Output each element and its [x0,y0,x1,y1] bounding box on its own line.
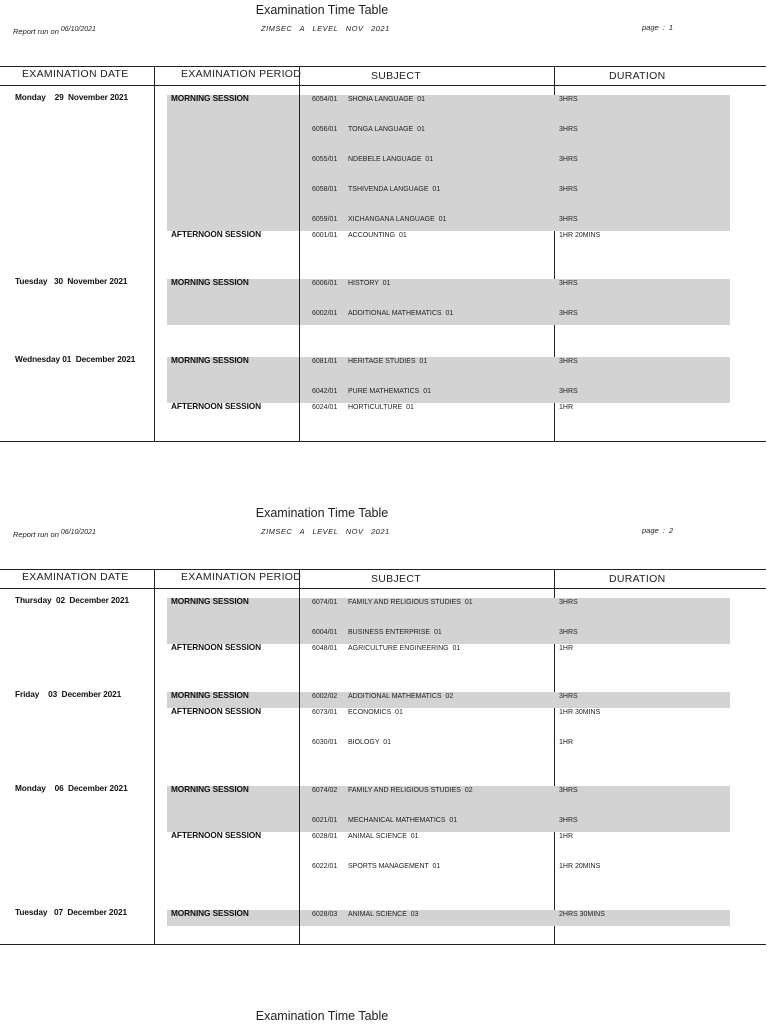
subject-code: 6056/01 [312,126,338,133]
table-bottom-rule [0,441,766,442]
subject-duration: 3HRS [559,599,578,606]
header-bottom-rule [0,85,766,86]
subject-entry [312,629,442,636]
subject-name: FAMILY AND RELIGIOUS STUDIES 02 [348,787,473,794]
table-top-rule [0,66,766,67]
subject-code: 6054/01 [312,96,338,103]
subject-name: XICHANGANA LANGUAGE 01 [348,216,447,223]
subject-duration: 3HRS [559,693,578,700]
header-duration: DURATION [609,573,666,585]
exam-level: ZIMSEC A LEVEL NOV 2021 [261,527,390,536]
subject-entry [312,645,460,652]
subject-duration: 1HR [559,404,574,411]
report-run-on [13,27,96,36]
subject-duration: 3HRS [559,817,578,824]
header-bottom-rule [0,588,766,589]
subject-name: SPORTS MANAGEMENT 01 [348,863,441,870]
session-name: AFTERNOON SESSION [171,229,262,239]
exam-date: Monday 06 December 2021 [15,783,128,793]
session-name: MORNING SESSION [171,908,249,918]
subject-name: MECHANICAL MATHEMATICS 01 [348,817,458,824]
subject-code: 6004/01 [312,629,338,636]
header-examination-date: EXAMINATION DATE [22,571,129,583]
subject-code: 6001/01 [312,232,338,239]
subject-name: ECONOMICS 01 [348,709,403,716]
subject-entry [312,310,453,317]
subject-duration: 3HRS [559,96,578,103]
exam-date: Monday 29 November 2021 [15,92,129,102]
subject-code: 6022/01 [312,863,338,870]
subject-duration: 3HRS [559,310,578,317]
session-name: MORNING SESSION [171,596,249,606]
subject-entry [312,693,453,700]
subject-name: AGRICULTURE ENGINEERING 01 [348,645,461,652]
subject-entry [312,96,425,103]
subject-name: BIOLOGY 01 [348,739,392,746]
subject-entry [312,863,440,870]
subject-name: BUSINESS ENTERPRISE 01 [348,629,442,636]
subject-entry [312,739,391,746]
page-number: page : 2 [642,526,674,535]
session-shading [167,95,299,231]
subject-entry [312,599,473,606]
column-divider [154,66,155,441]
session-name: AFTERNOON SESSION [171,642,262,652]
subject-code: 6081/01 [312,358,338,365]
timetable-page [0,1006,768,1024]
report-run-label: Report run on [13,27,59,36]
column-divider [154,569,155,944]
subject-code: 6058/01 [312,186,338,193]
session-name: MORNING SESSION [171,277,249,287]
subject-code: 6074/02 [312,787,338,794]
subject-name: HORTICULTURE 01 [348,404,414,411]
exam-level: ZIMSEC A LEVEL NOV 2021 [261,24,390,33]
subject-code: 6073/01 [312,709,338,716]
subject-code: 6002/01 [312,310,338,317]
subject-entry [312,216,446,223]
subject-duration: 3HRS [559,787,578,794]
subject-entry [312,833,419,840]
subject-duration: 3HRS [559,156,578,163]
subject-duration: 1HR 20MINS [559,863,601,870]
session-name: MORNING SESSION [171,355,249,365]
subject-entry [312,817,457,824]
subject-code: 6028/03 [312,911,338,918]
subject-name: HISTORY 01 [348,280,391,287]
subject-entry [312,404,414,411]
subject-duration: 3HRS [559,280,578,287]
subject-code: 6042/01 [312,388,338,395]
subject-entry [312,787,473,794]
subject-name: TONGA LANGUAGE 01 [348,126,425,133]
header-subject: SUBJECT [371,573,421,585]
report-run-on [13,530,96,539]
subject-duration: 3HRS [559,216,578,223]
subject-name: ACCOUNTING 01 [348,232,407,239]
subject-code: 6002/02 [312,693,338,700]
session-name: MORNING SESSION [171,784,249,794]
subject-entry [312,186,440,193]
subject-entry [312,911,419,918]
exam-date: Wednesday 01 December 2021 [15,354,136,364]
subject-duration: 3HRS [559,186,578,193]
page-title: Examination Time Table [255,3,389,17]
subject-name: SHONA LANGUAGE 01 [348,96,426,103]
subject-entry [312,709,403,716]
subject-code: 6048/01 [312,645,338,652]
subject-code: 6074/01 [312,599,338,606]
subject-duration: 1HR 30MINS [559,709,601,716]
subject-duration: 1HR [559,739,574,746]
subject-name: PURE MATHEMATICS 01 [348,388,431,395]
subject-name: ADDITIONAL MATHEMATICS 01 [348,310,454,317]
subject-duration: 3HRS [559,358,578,365]
subject-code: 6021/01 [312,817,338,824]
exam-date: Tuesday 30 November 2021 [15,276,128,286]
session-name: AFTERNOON SESSION [171,401,262,411]
report-run-date: 06/10/2021 [60,26,96,33]
subject-duration: 1HR [559,833,574,840]
subject-code: 6006/01 [312,280,338,287]
subject-code: 6024/01 [312,404,338,411]
subject-code: 6055/01 [312,156,338,163]
page-number: page : 1 [642,23,674,32]
subject-duration: 3HRS [559,629,578,636]
subject-code: 6059/01 [312,216,338,223]
subject-duration: 1HR 20MINS [559,232,601,239]
table-bottom-rule [0,944,766,945]
subject-entry [312,126,425,133]
subject-code: 6028/01 [312,833,338,840]
subject-name: NDEBELE LANGUAGE 01 [348,156,434,163]
report-run-label: Report run on [13,530,59,539]
header-examination-period: EXAMINATION PERIOD [181,68,302,80]
header-subject: SUBJECT [371,70,421,82]
session-shading [300,95,730,231]
header-examination-date: EXAMINATION DATE [22,68,129,80]
subject-duration: 2HRS 30MINS [559,911,605,918]
subject-entry [312,156,433,163]
subject-duration: 3HRS [559,126,578,133]
subject-entry [312,232,407,239]
subject-name: ANIMAL SCIENCE 01 [348,833,419,840]
subject-name: HERITAGE STUDIES 01 [348,358,428,365]
subject-entry [312,280,390,287]
subject-duration: 3HRS [559,388,578,395]
header-duration: DURATION [609,70,666,82]
header-examination-period: EXAMINATION PERIOD [181,571,302,583]
session-name: AFTERNOON SESSION [171,706,262,716]
subject-duration: 1HR [559,645,574,652]
timetable-page [0,0,768,503]
subject-code: 6030/01 [312,739,338,746]
subject-name: ADDITIONAL MATHEMATICS 02 [348,693,454,700]
page-title: Examination Time Table [255,1009,389,1023]
session-name: MORNING SESSION [171,690,249,700]
timetable-page [0,503,768,1006]
exam-date: Thursday 02 December 2021 [15,595,129,605]
subject-name: TSHIVENDA LANGUAGE 01 [348,186,441,193]
subject-name: FAMILY AND RELIGIOUS STUDIES 01 [348,599,473,606]
session-name: AFTERNOON SESSION [171,830,262,840]
subject-entry [312,388,431,395]
report-run-date: 06/10/2021 [60,529,96,536]
session-name: MORNING SESSION [171,93,249,103]
subject-name: ANIMAL SCIENCE 03 [348,911,419,918]
subject-entry [312,358,427,365]
page-title: Examination Time Table [255,506,389,520]
exam-date: Friday 03 December 2021 [15,689,122,699]
table-top-rule [0,569,766,570]
exam-date: Tuesday 07 December 2021 [15,907,127,917]
